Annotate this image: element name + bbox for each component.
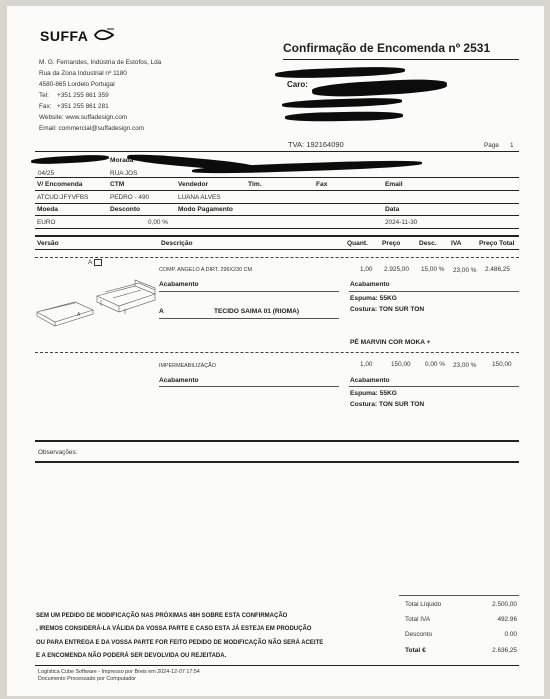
meta-top-rule (35, 151, 519, 152)
payment-header: Modo Pagamento (178, 206, 233, 213)
sofa-diagram (35, 276, 160, 336)
fax-header: Fax (316, 181, 328, 188)
currency-value: EURO (37, 219, 56, 226)
currency-header: Moeda (37, 206, 58, 213)
item-price: 150,00 (391, 361, 411, 368)
salesperson-value: LUANA ALVES (178, 194, 221, 201)
foam-spec: Espuma: 55KG (350, 390, 397, 397)
meta-rule (35, 177, 519, 178)
redaction-mark (282, 97, 402, 109)
company-fax: +351 255 861 281 (57, 103, 109, 110)
finish-rule (349, 386, 519, 387)
redaction-mark (275, 66, 405, 80)
company-phone-label: Tel: (39, 92, 49, 99)
vat-total-value: 492.96 (497, 616, 517, 623)
col-vat: IVA (451, 240, 462, 247)
item-description: IMPERMEABILIZAÇÃO (159, 363, 216, 369)
mobile-header: Tlm. (248, 181, 262, 188)
notice-line-3: OU PARA ENTREGA E DA VOSSA PARTE FOR FEITO PEDIDO DE MODIFICAÇÃO NÃO SERÁ ACEITE (36, 640, 324, 646)
version-checkbox (94, 259, 102, 266)
finish-label-right: Acabamento (350, 281, 390, 288)
item-price: 2.925,00 (384, 266, 409, 273)
redaction-mark (312, 77, 448, 98)
page-number: 1 (510, 142, 514, 149)
finish-label-right: Acabamento (350, 377, 390, 384)
customer-address: RUA JOS (110, 170, 138, 177)
redaction-mark (31, 154, 109, 165)
morada-label: Morada (110, 157, 134, 164)
finish-rule (159, 291, 339, 292)
item-discount: 15,00 % (421, 266, 445, 273)
table-header-rule (35, 249, 519, 250)
discount-value: 0,00 % (148, 219, 168, 226)
grand-total-label: Total € (405, 647, 426, 654)
email-header: Email (385, 181, 403, 188)
stitching-spec: Costura: TON SUR TON (350, 306, 425, 313)
foam-spec: Espuma: 55KG (350, 295, 397, 302)
logo-mark-icon (93, 28, 115, 42)
document-page (7, 6, 544, 696)
finish-label: Acabamento (159, 377, 199, 384)
date-value: 2024-11-30 (385, 219, 418, 226)
col-total: Preço Total (479, 240, 515, 247)
ctm-header: CTM (110, 181, 125, 188)
item-qty: 1,00 (360, 266, 373, 273)
finish-code: A (159, 308, 164, 315)
ref-code: 04/25 (38, 170, 54, 177)
company-website: Website: www.suffadesign.com (39, 114, 128, 121)
observations-label: Observações: (38, 449, 78, 456)
observations-top-rule (35, 440, 519, 442)
company-street: Rua da Zona Industrial nº 1180 (39, 70, 127, 77)
discount-total-value: 0.00 (504, 631, 517, 638)
grand-total-value: 2.636,25 (492, 647, 517, 654)
finish-label: Acabamento (159, 281, 199, 288)
notice-line-1: SEM UM PEDIDO DE MODIFICAÇÃO NAS PRÓXIMAS 48H SOBRE ESTA CONFIRMAÇÃO (36, 613, 288, 619)
finish-rule (159, 386, 339, 387)
col-qty: Quant. (347, 240, 368, 247)
version-code: A (88, 259, 93, 266)
net-total-label: Total Líquido (405, 601, 442, 608)
fabric-rule (159, 318, 339, 319)
notice-line-2: , IREMOS CONSIDERÁ-LA VÁLIDA DA VOSSA PARTE E CASO ESTA JÁ ESTEJA EM PRODUÇÃO (36, 626, 312, 632)
order-ref-header: V/ Encomenda (37, 181, 83, 188)
tva-number: TVA: 192164090 (288, 140, 344, 149)
fabric-name: TECIDO SAIMA 01 (RIOMA) (214, 308, 300, 315)
item-total: 2.486,25 (485, 266, 510, 273)
discount-header: Desconto (110, 206, 141, 213)
col-version: Versão (37, 240, 59, 247)
item-vat: 23,00 % (453, 267, 477, 274)
observations-bottom-rule (35, 461, 519, 463)
meta-rule (35, 228, 519, 229)
table-top-rule (35, 235, 519, 237)
order-ref-value: ATCUD:JFYVFBS (37, 194, 89, 201)
title-rule (283, 59, 519, 60)
item-vat: 23,00 % (453, 362, 477, 369)
date-header: Data (385, 206, 400, 213)
footer-note: Documento Processado por Computador (38, 676, 136, 682)
col-price: Preço (382, 240, 401, 247)
foot-spec: PÉ MARVIN COR MOKA + (350, 339, 431, 346)
notice-line-4: E A ENCOMENDA NÃO PODERÁ SER DEVOLVIDA OU REJEITADA. (36, 653, 227, 659)
ctm-value: PEDRO - 490 (110, 194, 150, 201)
item-description: COMP. ANGELO A DIRT. 296X230 CM (159, 267, 252, 273)
document-title: Confirmação de Encomenda nº 2531 (283, 41, 491, 55)
meta-rule (35, 203, 519, 204)
item-total: 150,00 (492, 361, 512, 368)
discount-total-label: Desconto (405, 631, 432, 638)
redaction-mark (285, 111, 403, 122)
meta-rule (35, 215, 519, 216)
col-description: Descrição (161, 240, 193, 247)
brand-logo: SUFFA (40, 28, 89, 44)
totals-top-rule (399, 595, 519, 596)
meta-rule (35, 190, 519, 191)
footer-software: Logística Cube Software - Impresso por Breis em 2024-12-07 17:54 (38, 669, 200, 675)
svg-text:A: A (77, 312, 81, 318)
company-phone: +351 255 861 359 (57, 92, 109, 99)
item-separator (35, 257, 519, 258)
net-total-value: 2.500,00 (492, 601, 517, 608)
item-discount: 0,00 % (425, 361, 445, 368)
footer-rule (35, 665, 519, 666)
company-fax-label: Fax: (39, 103, 52, 110)
vat-total-label: Total IVA (405, 616, 431, 623)
item-qty: 1,00 (360, 361, 373, 368)
page-label: Page (484, 142, 499, 149)
col-discount: Desc. (419, 240, 437, 247)
finish-rule (349, 291, 519, 292)
company-email: Email: commercial@suffadesign.com (39, 125, 145, 132)
item-separator (35, 352, 519, 353)
stitching-spec: Costura: TON SUR TON (350, 401, 425, 408)
company-city: 4580-865 Lordelo Portugal (39, 81, 115, 88)
greeting-label: Caro: (287, 80, 308, 89)
salesperson-header: Vendedor (178, 181, 209, 188)
company-name: M. G. Fernandes, Indústria de Estofos, Lda (39, 59, 162, 66)
